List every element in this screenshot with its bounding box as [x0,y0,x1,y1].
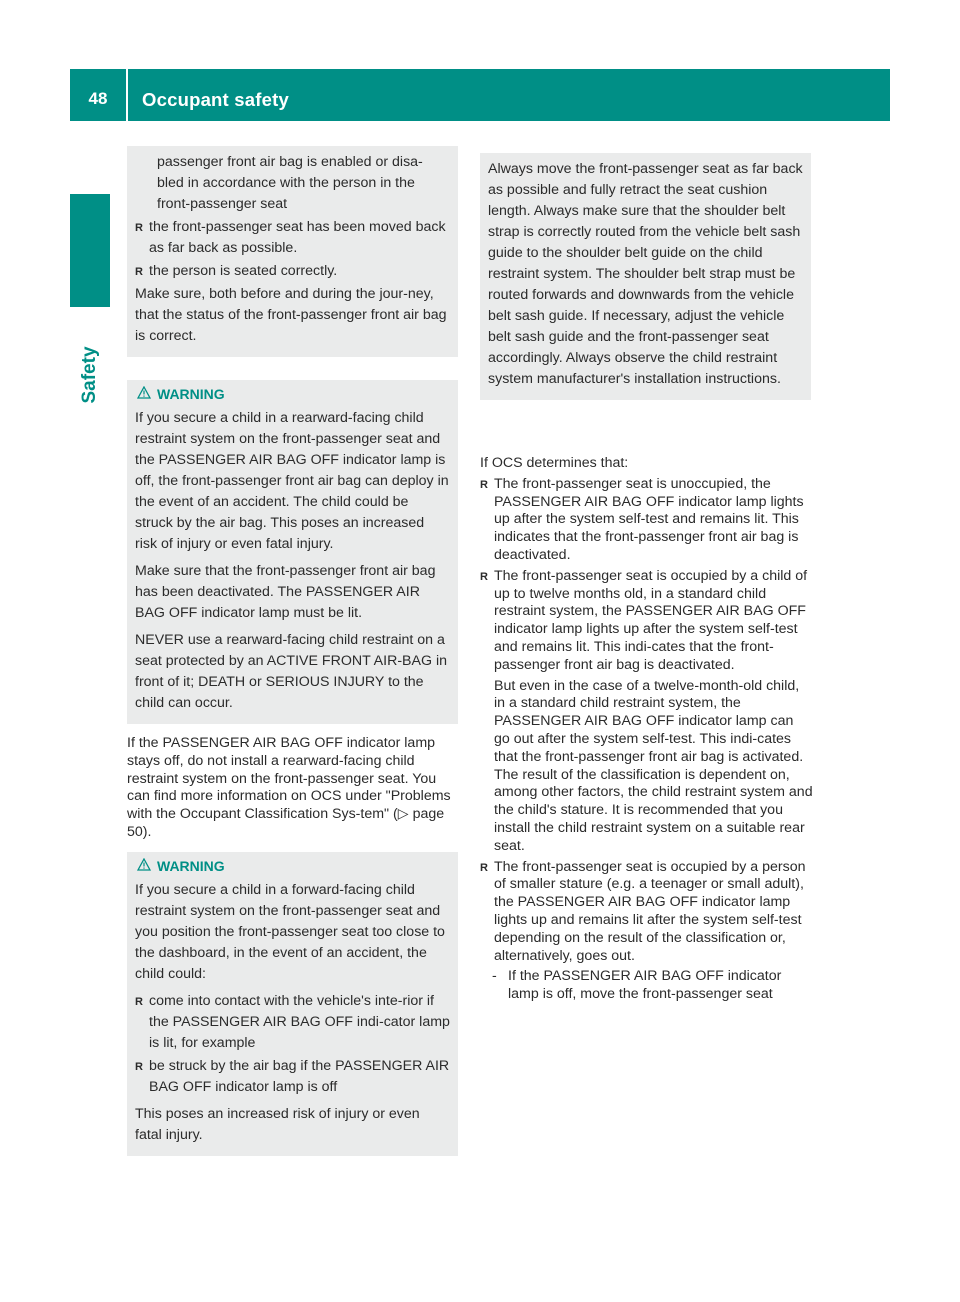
list-item: R The front-passenger seat is unoccupied, the PASSENGER AIR BAG OFF indicator lamp lights up after the system self-test and remains lit. This indicates that the front-passenger front air bag is deactivated. [480,476,813,565]
warning-label: WARNING [157,858,225,874]
header-divider [126,69,128,121]
warning-text: If you secure a child in a forward-facing child restraint system on the front-passenger seat and you position the front-passenger seat too close to the dashboard, in the event of an accident, the child could: [135,882,445,982]
side-tab [70,194,110,307]
list-item-note: But even in the case of a twelve-month-old child, in a standard child restraint system, the PASSENGER AIR BAG OFF indicator lamp can go out after the system self-test. This indi-cates that the front-passenger front air bag is activated. The result of the classification is dependent on, among other factors, the child restraint system and the child's stature. It is recommended that you install the child restraint system on a suitable rear seat. [494,677,813,854]
warning-triangle-icon [137,384,157,404]
continued-box [127,146,458,357]
ocs-list [480,455,813,1004]
warning-text: NEVER use a rearward-facing child restraint on a seat protected by an ACTIVE FRONT AIR-BAG in front of it; DEATH or SERIOUS INJURY to the child can occur. [135,632,447,711]
list-item: R the front-passenger seat has been moved back as far back as possible. [135,217,450,259]
instruction-box [480,153,811,400]
list-item: R The front-passenger seat is occupied by a person of smaller stature (e.g. a teenager or small adult), the PASSENGER AIR BAG OFF indicator lamp lights up and remains lit after the system self-test depending on the result of the classification or, alternatively, goes out. [480,859,813,966]
paragraph-end: ). [142,823,152,840]
section-title: Occupant safety [142,89,289,110]
box-text: Make sure, both before and during the jour-ney, that the status of the front-passenger front air bag is correct. [135,286,447,344]
box-text: Always move the front-passenger seat as far back as possible and fully retract the seat cushion length. Always make sure that the shoulder belt strap is correctly routed from the vehicle belt sash guide to the shoulder belt guide on the child restraint system. The shoulder belt strap must be routed forwards and downwards from the vehicle belt sash guide. If necessary, adjust the vehicle belt sash guide and the front-passenger seat accordingly. Always observe the child restraint system manufacturer's installation instructions. [488,161,803,387]
warning-box-2 [127,852,458,1156]
page-number: 48 [88,89,108,108]
warning-text: If you secure a child in a rearward-facing child restraint system on the front-passenger seat and the PASSENGER AIR BAG OFF indicator lamp is off, the front-passenger front air bag can deploy in the event of an accident. The child could be struck by the air bag. This poses an increased risk of injury or even fatal injury. [135,410,449,552]
warning-heading [135,384,450,404]
page-reference-link[interactable]: ▷ page 50 [127,806,445,840]
side-label: Safety [79,346,100,404]
sub-list-item: - If the PASSENGER AIR BAG OFF indicator lamp is off, move the front-passenger seat [480,968,813,1004]
list-intro: If OCS determines that: [480,455,629,471]
warning-heading [135,856,450,876]
continued-text: passenger front air bag is enabled or disa- bled in accordance with the person in the front-passenger seat [157,154,423,212]
warning-text: This poses an increased risk of injury or even fatal injury. [135,1106,420,1143]
list-item: R be struck by the air bag if the PASSENGER AIR BAG OFF indicator lamp is off [135,1056,450,1098]
warning-triangle-icon [137,856,157,876]
list-item: R the person is seated correctly. [135,261,450,282]
warning-box-1 [127,380,458,724]
list-item: R The front-passenger seat is occupied by a child of up to twelve months old, in a standard child restraint system, the PASSENGER AIR BAG OFF indicator lamp lights up after the system self-test and remains lit. This indi-cates that the front-passenger front air bag is deactivated. [480,568,813,675]
warning-text: Make sure that the front-passenger front air bag has been deactivated. The PASSENGER AIR BAG OFF indicator lamp must be lit. [135,563,436,621]
warning-label: WARNING [157,386,225,402]
list-item: R come into contact with the vehicle's inte-rior if the PASSENGER AIR BAG OFF indi-cator lamp is lit, for example [135,991,450,1054]
body-paragraph [127,735,460,842]
paragraph-text: If the PASSENGER AIR BAG OFF indicator lamp stays off, do not install a rearward-facing child restraint system on the front-passenger seat. You can find more information on OCS under "Problems with the Occupant Classification Sys-tem" ( [127,735,451,823]
